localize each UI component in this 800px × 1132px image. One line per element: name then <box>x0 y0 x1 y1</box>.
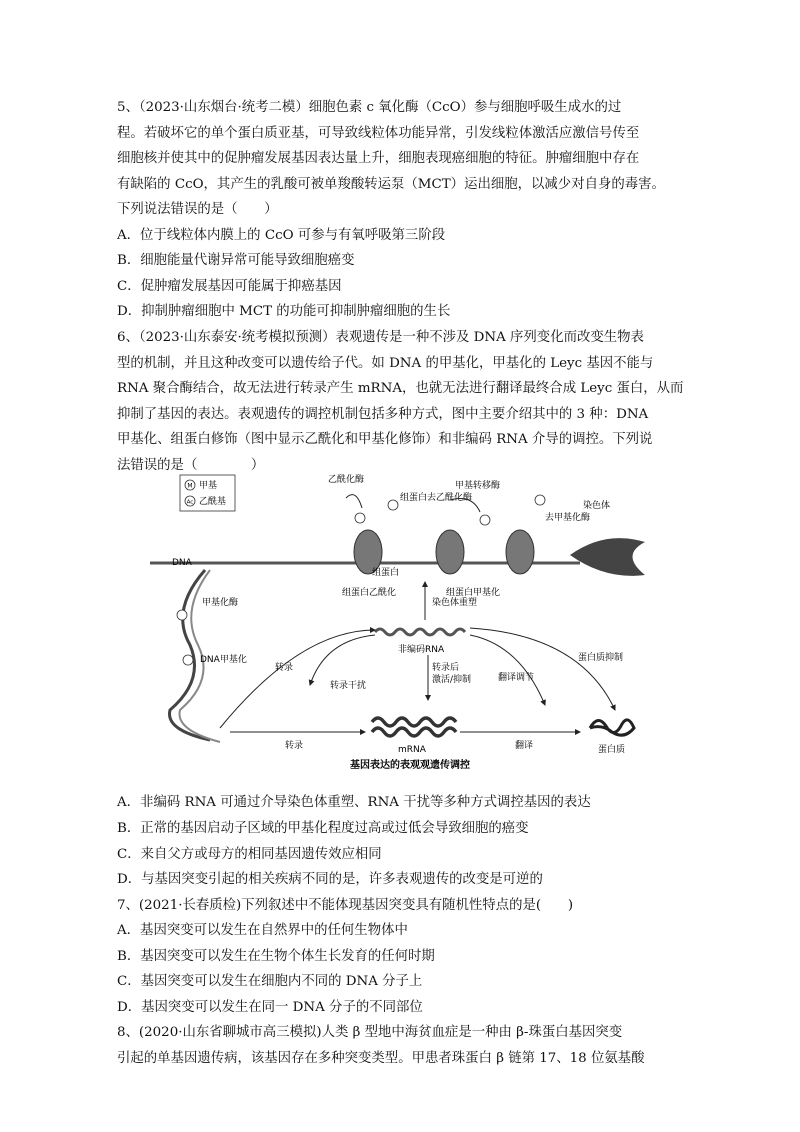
histone-acetylation-label: 组蛋白乙酰化 <box>342 588 397 598</box>
post-transcription-label: 转录后 <box>432 663 460 673</box>
dna-methyl-icon-2 <box>183 655 193 665</box>
remodeling-label: 染色体重塑 <box>432 598 478 608</box>
mrna-wave <box>372 718 456 726</box>
protein-coil <box>590 720 634 735</box>
ncrna-wave <box>375 629 465 635</box>
protein-label: 蛋白质 <box>598 745 626 755</box>
dna-methyl-icon <box>177 610 187 620</box>
transcription-top-label: 转录 <box>275 663 294 673</box>
q7-option-b: B．基因突变可以发生在生物个体生长发育的任何时期 <box>117 949 435 964</box>
acetyl-legend-letter: Ac <box>186 499 194 506</box>
epigenetics-figure <box>150 470 650 770</box>
q7-stem: 7、(2021·长春质检)下列叙述中不能体现基因突变具有随机性特点的是( ) <box>117 898 574 913</box>
q7-option-a: A．基因突变可以发生在自然界中的任何生物体中 <box>117 923 408 938</box>
demethylase-label: 去甲基化酶 <box>545 513 591 523</box>
transcription-top-arrow <box>220 630 375 728</box>
q5-line-3: 细胞核并使其中的促肿瘤发展基因表达量上升，细胞表现癌细胞的特征。肿瘤细胞中存在 <box>117 151 640 166</box>
transcription-interference-label: 转录干扰 <box>330 681 367 691</box>
q7-option-c: C．基因突变可以发生在细胞内不同的 DNA 分子上 <box>117 974 423 989</box>
q6-option-a: A．非编码 RNA 可通过介导染色体重塑、RNA 干扰等多种方式调控基因的表达 <box>117 795 591 810</box>
mrna-label: mRNA <box>398 745 426 755</box>
histone-methylation-label: 组蛋白甲基化 <box>446 588 501 598</box>
methyl-mark-icon-2 <box>535 495 545 505</box>
q6-option-d: D．与基因突变引起的相关疾病不同的是，许多表观遗传的改变是可逆的 <box>117 872 543 887</box>
methyl-legend-letter: M <box>187 482 193 490</box>
q5-option-b: B．细胞能量代谢异常可能导致细胞癌变 <box>117 253 355 268</box>
methyltransferase-label: 甲基转移酶 <box>455 481 501 491</box>
q5-line-5: 下列说法错误的是（ ） <box>117 202 278 217</box>
q7-option-d: D．基因突变可以发生在同一 DNA 分子的不同部位 <box>117 1000 423 1015</box>
nucleosome-2 <box>436 530 464 574</box>
q5-option-c: C．促肿瘤发展基因可能属于抑癌基因 <box>117 279 342 294</box>
deacetylase-label: 组蛋白去乙酰化酶 <box>400 493 473 503</box>
dna-methylation-label: DNA甲基化 <box>200 655 247 665</box>
activate-inhibit-label: 激活/抑制 <box>432 675 472 685</box>
q6-option-b: B．正常的基因启动子区域的甲基化程度过高或过低会导致细胞的癌变 <box>117 821 529 836</box>
transcription-bottom-label: 转录 <box>285 741 304 751</box>
acetylase-arrow <box>346 495 362 508</box>
methyl-mark-icon <box>480 515 490 525</box>
q8-line-2: 引起的单基因遗传病，该基因存在多种突变类型。甲患者珠蛋白 β 链第 17、18 位氨基酸 <box>117 1051 645 1066</box>
nucleosome-3 <box>506 530 534 574</box>
chromosome-shape <box>570 538 645 576</box>
acetylase-label: 乙酰化酶 <box>328 475 365 485</box>
q6-line-5: 甲基化、组蛋白修饰（图中显示乙酰化和甲基化修饰）和非编码 RNA 介导的调控。下列说 <box>117 432 653 447</box>
acetyl-mark-icon-2 <box>388 500 398 510</box>
q6-line-3: RNA 聚合酶结合，故无法进行转录产生 mRNA，也就无法进行翻译最终合成 Leyc 蛋白，从而 <box>117 381 684 396</box>
chromosome-label: 染色体 <box>583 501 611 511</box>
protein-inhibition-label: 蛋白质抑制 <box>578 653 624 663</box>
translation-regulation-arrow <box>470 635 545 705</box>
q5-option-d: D．抑制肿瘤细胞中 MCT 的功能可抑制肿瘤细胞的生长 <box>117 304 451 319</box>
legend-acetyl-label: 乙酰基 <box>199 497 227 507</box>
q6-line-1: 6、（2023·山东泰安·统考模拟预测）表观遗传是一种不涉及 DNA 序列变化而改变生物表 <box>117 330 644 345</box>
legend-methyl-label: 甲基 <box>199 481 218 491</box>
q5-option-a: A．位于线粒体内膜上的 CcO 可参与有氧呼吸第三阶段 <box>117 228 446 243</box>
figure-caption: 基因表达的表观观遗传调控 <box>350 760 470 770</box>
q6-line-6: 法错误的是（ ） <box>117 458 265 473</box>
q8-line-1: 8、(2020·山东省聊城市高三模拟)人类 β 型地中海贫血症是一种由 β-珠蛋白基因突变 <box>117 1025 623 1040</box>
ncrna-label: 非编码RNA <box>398 645 445 655</box>
mrna-wave-2 <box>372 728 456 736</box>
dna-label: DNA <box>172 558 192 568</box>
q5-line-4: 有缺陷的 CcO，其产生的乳酸可被单羧酸转运泵（MCT）运出细胞，以减少对自身的毒害。 <box>117 177 665 192</box>
q6-option-c: C．来自父方或母方的相同基因遗传效应相同 <box>117 847 382 862</box>
q5-line-2: 程。若破坏它的单个蛋白质亚基，可导致线粒体功能异常，引发线粒体激活应激信号传至 <box>117 126 640 141</box>
acetyl-mark-icon <box>355 513 365 523</box>
q6-line-2: 型的机制，并且这种改变可以遗传给子代。如 DNA 的甲基化，甲基化的 Leyc 基因不能与 <box>117 356 654 371</box>
histone-label: 组蛋白 <box>372 568 400 578</box>
translation-regulation-label: 翻译调节 <box>498 673 535 683</box>
q5-line-1: 5、（2023·山东烟台·统考二模）细胞色素 c 氧化酶（CcO）参与细胞呼吸生成水的过 <box>117 100 622 115</box>
translation-label: 翻译 <box>515 741 534 751</box>
q6-line-4: 抑制了基因的表达。表观遗传的调控机制包括多种方式，图中主要介绍其中的 3 种：DNA <box>117 407 649 422</box>
protein-inhibition-arrow <box>470 628 615 710</box>
dna-methylase-label: 甲基化酶 <box>202 598 239 608</box>
